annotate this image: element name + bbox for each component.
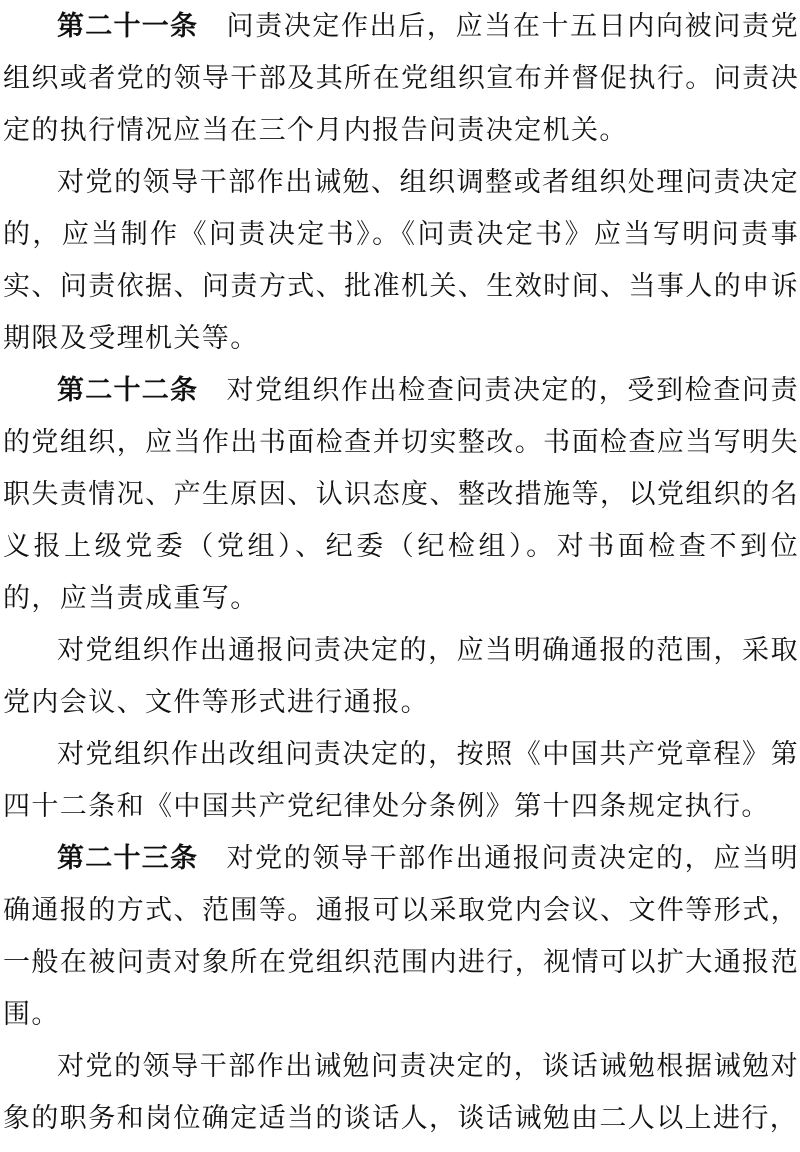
article-21-text-2: 对党的领导干部作出诫勉、组织调整或者组织处理问责决定的，应当制作《问责决定书》。《问责决定书》应当写明问责事实、问责依据、问责方式、批准机关、生效时间、当事人的申诉期限及受理机关等。 <box>3 167 799 354</box>
article-22-heading: 第二十二条 <box>57 375 199 406</box>
article-21-paragraph-1 <box>3 1 799 157</box>
article-22-text-3: 对党组织作出改组问责决定的，按照《中国共产党章程》第四十二条和《中国共产党纪律处分条例》第十四条规定执行。 <box>3 739 799 822</box>
regulation-text <box>3 0 799 1145</box>
article-23-paragraph-2 <box>3 1041 799 1145</box>
article-21-heading: 第二十一条 <box>57 11 199 42</box>
article-22-text-1: 对党组织作出检查问责决定的，受到检查问责的党组织，应当作出书面检查并切实整改。书面检查应当写明失职失责情况、产生原因、认识态度、整改措施等，以党组织的名义报上级党委（党组）、纪委（纪检组）。对书面检查不到位的，应当责成重写。 <box>3 375 800 614</box>
article-21-paragraph-2 <box>3 157 799 365</box>
article-21-text-1: 问责决定作出后，应当在十五日内向被问责党组织或者党的领导干部及其所在党组织宣布并督促执行。问责决定的执行情况应当在三个月内报告问责决定机关。 <box>3 11 800 146</box>
article-22-text-2: 对党组织作出通报问责决定的，应当明确通报的范围，采取党内会议、文件等形式进行通报。 <box>3 635 799 718</box>
article-23-text-2: 对党的领导干部作出诫勉问责决定的，谈话诫勉根据诫勉对象的职务和岗位确定适当的谈话人，谈话诫勉由二人以上进行， <box>3 1051 799 1134</box>
article-23-paragraph-1 <box>3 833 799 1041</box>
article-22-paragraph-1 <box>3 365 799 625</box>
article-22-paragraph-3 <box>3 729 799 833</box>
article-22-paragraph-2 <box>3 625 799 729</box>
article-23-heading: 第二十三条 <box>57 843 199 874</box>
article-23-text-1: 对党的领导干部作出通报问责决定的，应当明确通报的方式、范围等。通报可以采取党内会议、文件等形式，一般在被问责对象所在党组织范围内进行，视情可以扩大通报范围。 <box>3 843 800 1030</box>
